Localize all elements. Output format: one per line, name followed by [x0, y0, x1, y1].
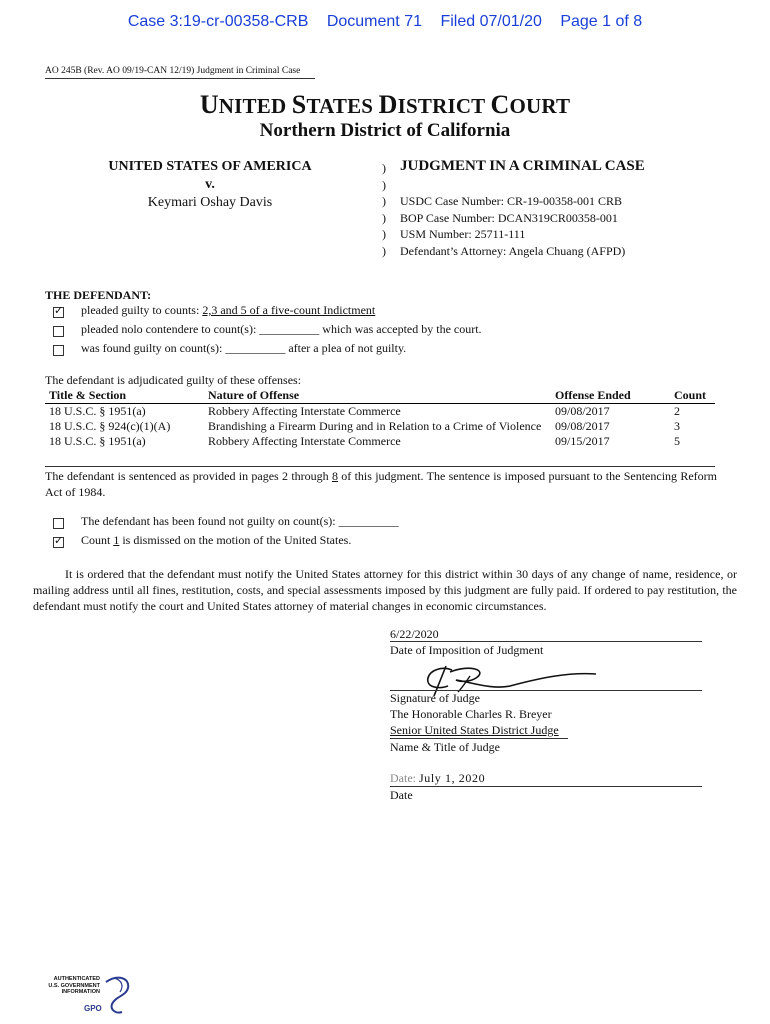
offense-ended-cell: 09/15/2017 — [555, 434, 610, 448]
count-cell: 3 — [674, 419, 680, 433]
table-row — [45, 434, 715, 449]
sentence-text-before: The defendant is sentenced as provided in pages 2 through — [45, 469, 332, 483]
judge-name: The Honorable Charles R. Breyer — [390, 707, 552, 721]
court-title-initial: S — [291, 90, 307, 119]
sentence-page-count: 8 — [331, 469, 338, 483]
signature-label: Signature of Judge — [390, 691, 480, 705]
caption-parentheses: ) ) ) ) ) ) — [382, 161, 386, 258]
court-district: Northern District of California — [259, 120, 511, 141]
found-guilty-counts: __________ — [225, 341, 286, 355]
signed-date: July 1, 2020 — [419, 771, 486, 785]
court-title-part: TATES — [306, 94, 379, 118]
ecf-header — [0, 13, 770, 31]
found-guilty-line — [81, 341, 406, 356]
plea-guilty-line — [81, 303, 375, 318]
date-label: Date — [390, 788, 413, 802]
offense-ended-cell: 09/08/2017 — [555, 404, 610, 418]
usm-number: USM Number: 25711-111 — [400, 227, 526, 241]
imposition-date: 6/22/2020 — [390, 627, 439, 641]
found-guilty-label: was found guilty on count(s): — [81, 341, 226, 355]
bop-case-number: BOP Case Number: DCAN319CR00358-001 — [400, 210, 618, 225]
plea-nolo-label: pleaded nolo contendere to count(s): — [81, 322, 260, 336]
date-prefix: Date: — [390, 771, 416, 785]
signed-date-line — [390, 771, 702, 786]
ecf-document-number: Document 71 — [326, 13, 422, 30]
court-title-part: OURT — [509, 94, 571, 118]
gpo-line-3: INFORMATION — [61, 989, 100, 995]
nature-cell: Brandishing a Firearm During and in Relation to a Crime of Violence — [208, 419, 542, 433]
gpo-mark: GPO — [84, 1004, 102, 1013]
table-row — [45, 404, 715, 420]
count-dismissed-prefix: Count — [81, 533, 114, 547]
judgment-title: JUDGMENT IN A CRIMINAL CASE — [400, 158, 645, 174]
plea-nolo-suffix: which was accepted by the court. — [319, 322, 482, 336]
offense-ended-cell: 09/08/2017 — [555, 419, 610, 433]
nature-cell: Robbery Affecting Interstate Commerce — [208, 434, 401, 448]
plea-nolo-checkbox[interactable] — [53, 326, 64, 337]
table-row — [45, 419, 715, 434]
offenses-intro: The defendant is adjudicated guilty of these offenses: — [45, 373, 302, 387]
defendant-attorney: Defendant’s Attorney: Angela Chuang (AFPD) — [400, 243, 626, 258]
not-guilty-line: The defendant has been found not guilty on count(s): __________ — [81, 514, 399, 528]
title-section-cell: 18 U.S.C. § 1951(a) — [49, 434, 146, 448]
ecf-case-number: Case 3:19-cr-00358-CRB — [127, 13, 309, 30]
name-title-label: Name & Title of Judge — [390, 740, 500, 754]
not-guilty-checkbox[interactable] — [53, 518, 64, 529]
court-title-part: ISTRICT — [397, 94, 491, 118]
imposition-date-label: Date of Imposition of Judgment — [390, 643, 544, 657]
order-paragraph: It is ordered that the defendant must notify the United States attorney for this district within 30 days of any change of name, residence, or mailing address until all fines, restitution, costs, and special assessments imposed by this judgment are fully paid. If ordered to pay restitution, the defendant must notify the court and United States attorney of material changes in economic circumstances. — [33, 567, 737, 613]
offenses-header-row — [45, 388, 715, 404]
offenses-table — [45, 388, 715, 449]
sentence-text-after: of this judgment. The sentence is imposed pursuant to the Sentencing Reform Act of 1984. — [45, 469, 717, 499]
header-count: Count — [668, 388, 715, 404]
gpo-line-1: AUTHENTICATED — [53, 976, 100, 982]
name-title-rule — [390, 738, 568, 739]
case-parties — [95, 158, 325, 212]
court-title — [0, 90, 770, 120]
gpo-authentication-badge — [42, 974, 132, 1018]
count-dismissed-checkbox[interactable] — [53, 537, 64, 548]
title-section-cell: 18 U.S.C. § 924(c)(1)(A) — [49, 419, 171, 433]
plea-guilty-label: pleaded guilty to counts: — [81, 303, 203, 317]
court-title-part: NITED — [218, 94, 292, 118]
gpo-line-2: U.S. GOVERNMENT — [48, 982, 100, 989]
imposition-date-rule — [390, 641, 702, 642]
court-title-initial: D — [378, 90, 398, 119]
count-dismissed-line — [81, 533, 351, 548]
eagle-icon — [100, 974, 134, 1018]
versus-label: v. — [205, 177, 215, 192]
header-offense-ended: Offense Ended — [551, 388, 668, 404]
judge-title: Senior United States District Judge — [390, 723, 559, 737]
offenses-table-bottom-rule — [45, 466, 715, 467]
plaintiff-name: UNITED STATES OF AMERICA — [108, 159, 312, 174]
defendant-name: Keymari Oshay Davis — [147, 195, 273, 210]
count-cell: 2 — [674, 404, 680, 418]
court-title-initial: U — [199, 90, 219, 119]
plea-guilty-checkbox[interactable] — [53, 307, 64, 318]
plea-nolo-counts: __________ — [259, 322, 320, 336]
date-rule — [390, 786, 702, 787]
header-title-section: Title & Section — [45, 388, 204, 404]
count-dismissed-number: 1 — [113, 533, 120, 547]
ecf-filed-date: Filed 07/01/20 — [440, 13, 542, 30]
plea-guilty-counts: 2,3 and 5 of a five-count Indictment — [202, 303, 376, 317]
usdc-case-number: USDC Case Number: CR-19-00358-001 CRB — [400, 194, 622, 208]
found-guilty-checkbox[interactable] — [53, 345, 64, 356]
plea-nolo-line — [81, 322, 482, 337]
ecf-page-indicator: Page 1 of 8 — [560, 13, 643, 30]
court-title-initial: C — [490, 90, 510, 119]
case-info — [400, 193, 625, 259]
sentence-statement — [45, 468, 717, 500]
count-cell: 5 — [674, 434, 680, 448]
header-nature-of-offense: Nature of Offense — [204, 388, 551, 404]
form-id-rule — [45, 78, 315, 79]
found-guilty-suffix: after a plea of not guilty. — [285, 341, 407, 355]
form-identifier: AO 245B (Rev. AO 09/19-CAN 12/19) Judgment in Criminal Case — [45, 66, 301, 76]
defendant-section-heading: THE DEFENDANT: — [45, 288, 152, 302]
nature-cell: Robbery Affecting Interstate Commerce — [208, 404, 401, 418]
title-section-cell: 18 U.S.C. § 1951(a) — [49, 404, 146, 418]
count-dismissed-suffix: is dismissed on the motion of the United States. — [119, 533, 352, 547]
